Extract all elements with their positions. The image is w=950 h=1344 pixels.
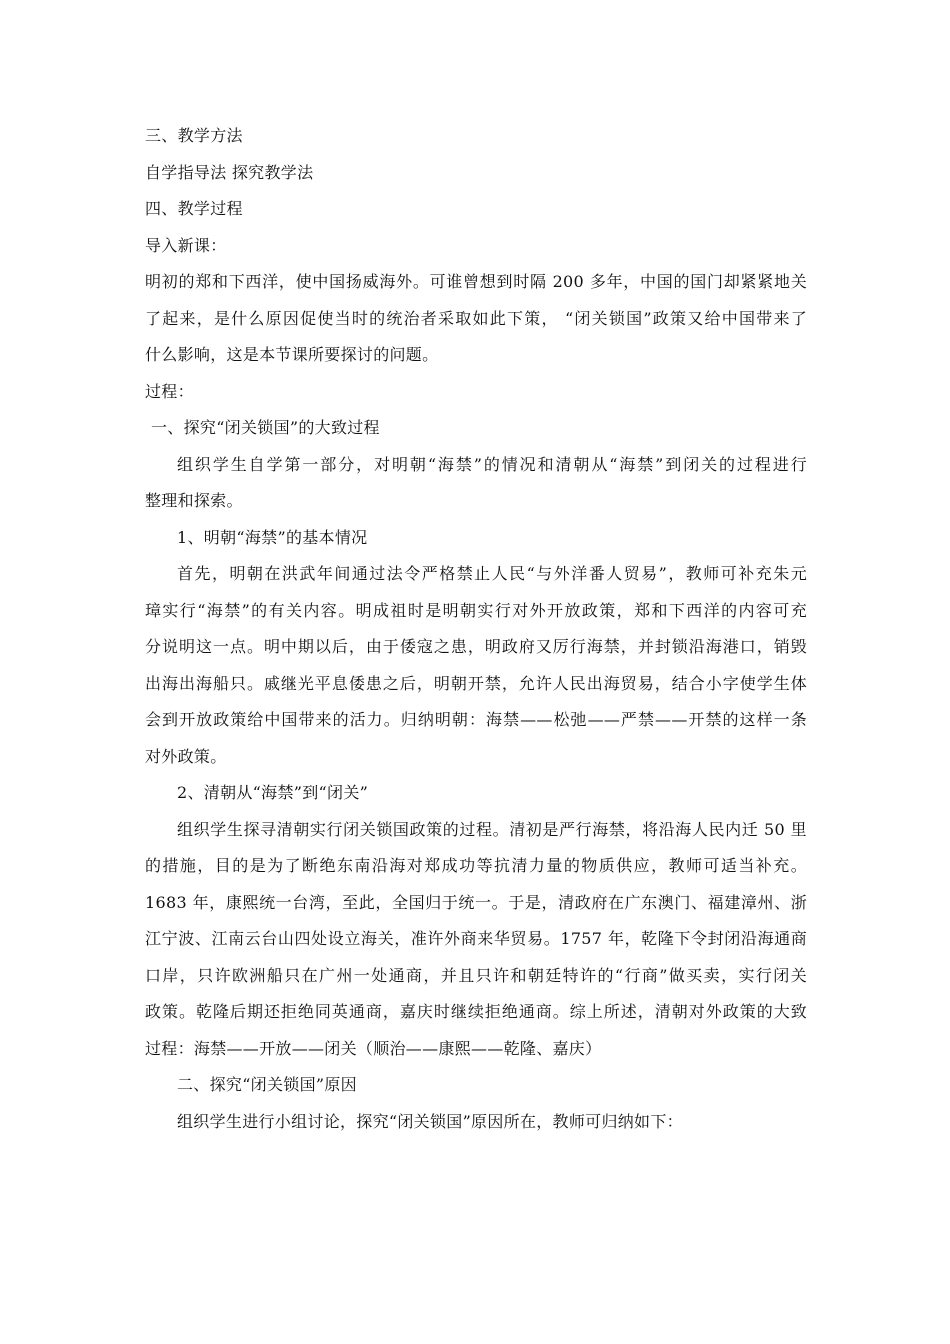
intro-paragraph-line: 什么影响，这是本节课所要探讨的问题。 (145, 345, 439, 364)
paragraph-line: 分说明这一点。明中期以后，由于倭寇之患，明政府又厉行海禁，并封锁沿海港口，销毁 (145, 637, 807, 656)
paragraph-line: 过程：海禁——开放——闭关（顺治——康熙——乾隆、嘉庆） (145, 1038, 602, 1058)
paragraph-line: 组织学生探寻清朝实行闭关锁国政策的过程。清初是严行海禁，将沿海人民内迁 50 里 (177, 819, 807, 839)
paragraph-line: 出海出海船只。戚继光平息倭患之后，明朝开禁，允许人民出海贸易，结合小字使学生体 (145, 673, 807, 693)
point-heading-1: 1、明朝“海禁”的基本情况 (177, 527, 368, 547)
paragraph-line: 的措施，目的是为了断绝东南沿海对郑成功等抗清力量的物质供应，教师可适当补充。 (145, 856, 807, 875)
section-heading-teaching-process: 四、教学过程 (145, 199, 243, 218)
process-label: 过程： (145, 381, 194, 401)
paragraph-line: 政策。乾隆后期还拒绝同英通商，嘉庆时继续拒绝通商。综上所述，清朝对外政策的大致 (145, 1002, 807, 1021)
intro-label: 导入新课： (145, 235, 227, 255)
paragraph-line: 组织学生进行小组讨论，探究“闭关锁国”原因所在，教师可归纳如下： (177, 1111, 683, 1131)
section-heading-teaching-method: 三、教学方法 (145, 126, 243, 145)
paragraph-line: 对外政策。 (145, 746, 227, 766)
paragraph-line: 璋实行“海禁”的有关内容。明成祖时是明朝实行对外开放政策，郑和下西洋的内容可充 (145, 600, 807, 620)
paragraph-line: 首先，明朝在洪武年间通过法令严格禁止人民“与外洋番人贸易”，教师可补充朱元 (177, 564, 807, 583)
intro-paragraph-line: 了起来，是什么原因促使当时的统治者采取如此下策， “闭关锁国”政策又给中国带来了 (145, 308, 807, 328)
subsection-heading-2: 二、探究“闭关锁国”原因 (177, 1075, 357, 1094)
paragraph-line: 1683 年，康熙统一台湾，至此，全国归于统一。于是，清政府在广东澳门、福建漳州、浙 (145, 892, 807, 912)
point-heading-2: 2、清朝从“海禁”到“闭关” (177, 783, 369, 802)
subsection-heading-1: 一、探究“闭关锁国”的大致过程 (151, 418, 380, 437)
intro-paragraph-line: 明初的郑和下西洋，使中国扬威海外。可谁曾想到时隔 200 多年，中国的国门却紧紧地关 (145, 272, 807, 291)
paragraph-line: 会到开放政策给中国带来的活力。归纳明朝：海禁——松弛——严禁——开禁的这样一条 (145, 710, 807, 729)
paragraph-line: 整理和探索。 (145, 491, 243, 510)
paragraph-line: 组织学生自学第一部分，对明朝“海禁”的情况和清朝从“海禁”到闭关的过程进行 (177, 454, 807, 474)
paragraph-line: 江宁波、江南云台山四处设立海关，准许外商来华贸易。1757 年，乾隆下令封闭沿海通商 (145, 929, 807, 948)
document-body (145, 118, 807, 1140)
teaching-method-text: 自学指导法 探究教学法 (145, 162, 314, 182)
paragraph-line: 口岸，只许欧洲船只在广州一处通商，并且只许和朝廷特许的“行商”做买卖，实行闭关 (145, 965, 807, 985)
